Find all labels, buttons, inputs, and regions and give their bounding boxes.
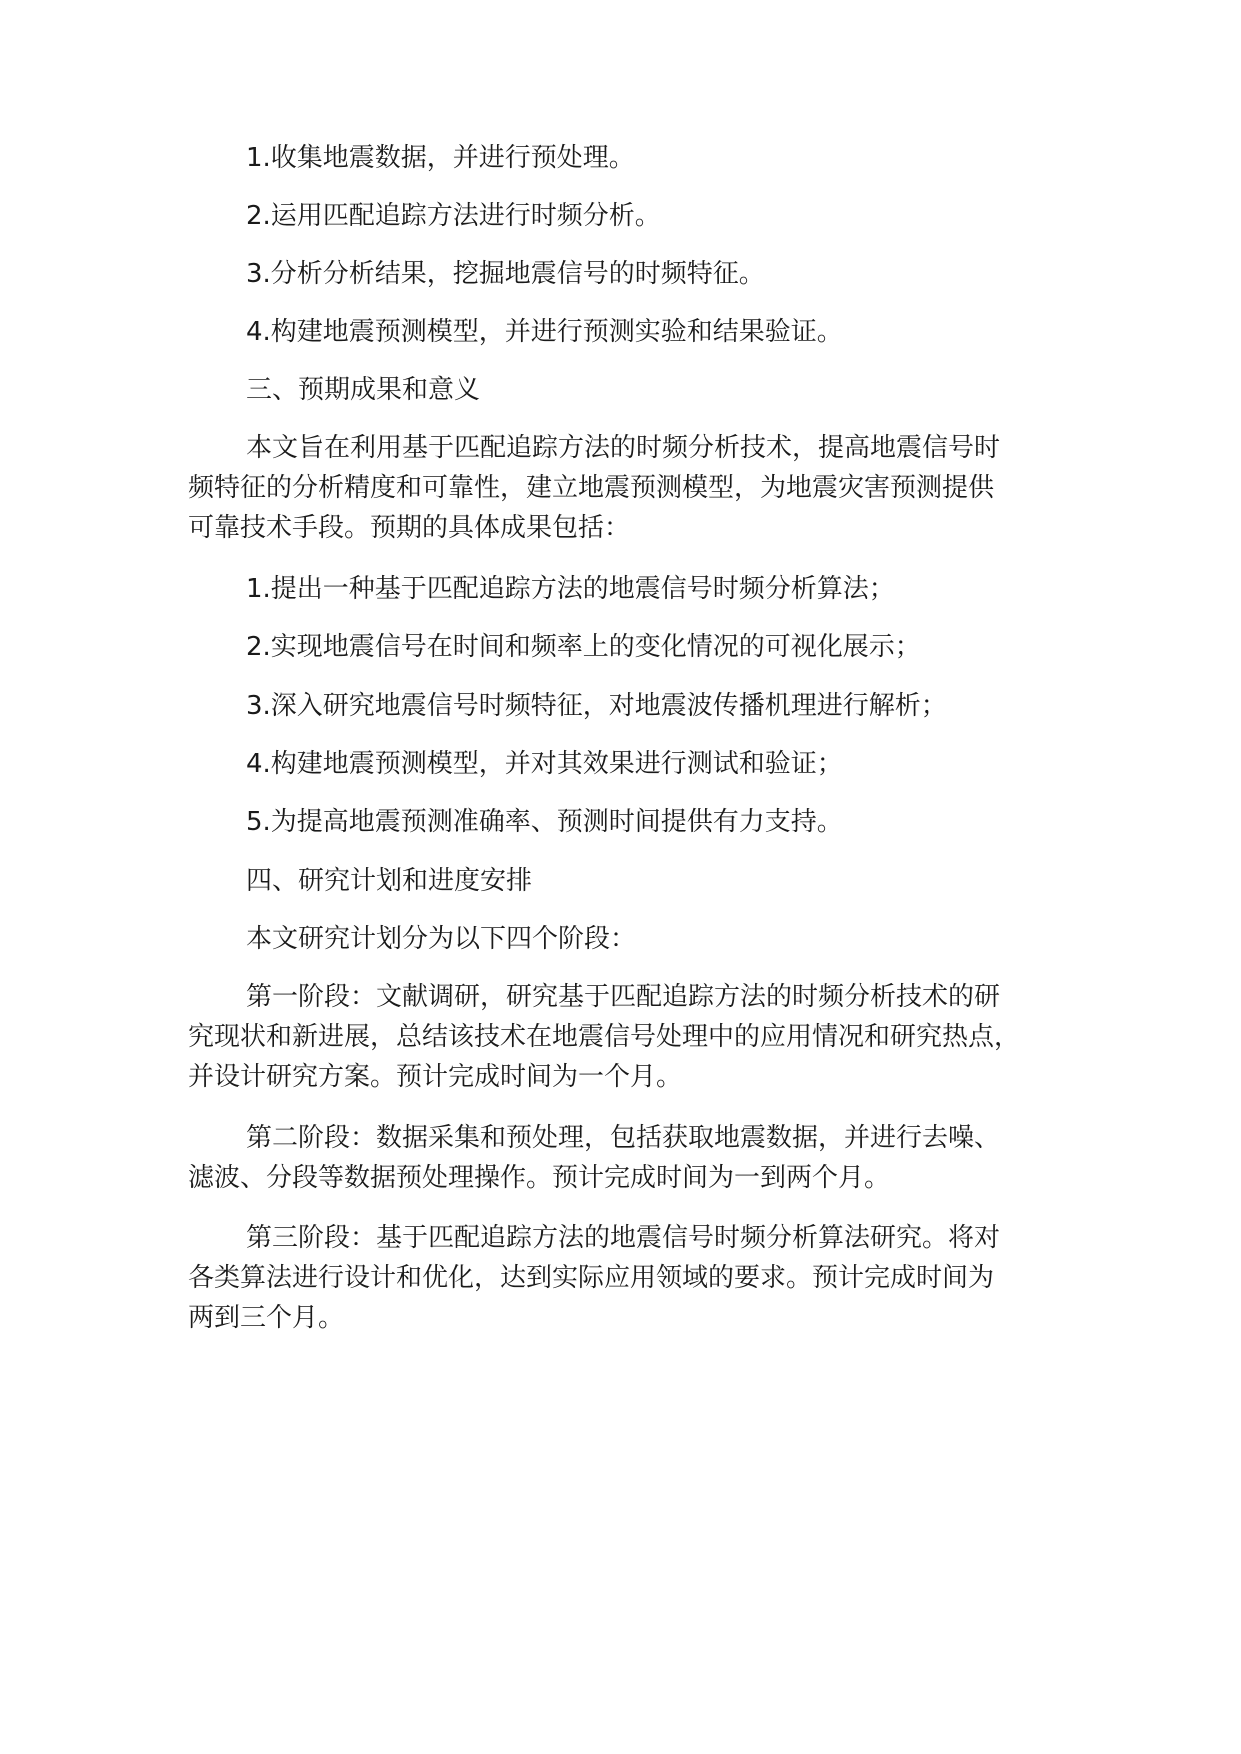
text-line: 可靠技术手段。预期的具体成果包括： bbox=[188, 513, 631, 543]
list-item bbox=[188, 312, 1088, 352]
text-line: 1.收集地震数据，并进行预处理。 bbox=[246, 143, 635, 173]
list-item bbox=[188, 254, 1088, 294]
text-line: 三、预期成果和意义 bbox=[246, 375, 481, 405]
list-item bbox=[188, 627, 1088, 667]
list-item bbox=[188, 569, 1088, 609]
text-line: 本文旨在利用基于匹配追踪方法的时频分析技术，提高地震信号时 bbox=[246, 433, 1001, 463]
text-line: 滤波、分段等数据预处理操作。预计完成时间为一到两个月。 bbox=[188, 1163, 891, 1193]
text-line: 5.为提高地震预测准确率、预测时间提供有力支持。 bbox=[246, 807, 843, 837]
text-line: 究现状和新进展，总结该技术在地震信号处理中的应用情况和研究热点， bbox=[188, 1022, 1021, 1052]
text-line: 四、研究计划和进度安排 bbox=[246, 866, 533, 896]
text-line: 频特征的分析精度和可靠性，建立地震预测模型，为地震灾害预测提供 bbox=[188, 473, 995, 503]
body-paragraph bbox=[188, 1218, 1088, 1338]
text-line: 1.提出一种基于匹配追踪方法的地震信号时频分析算法； bbox=[246, 574, 895, 604]
text-line: 4.构建地震预测模型，并进行预测实验和结果验证。 bbox=[246, 317, 843, 347]
list-item bbox=[188, 802, 1088, 842]
text-line: 两到三个月。 bbox=[188, 1303, 345, 1333]
text-line: 3.分析分析结果，挖掘地震信号的时频特征。 bbox=[246, 259, 765, 289]
text-line: 4.构建地震预测模型，并对其效果进行测试和验证； bbox=[246, 749, 843, 779]
text-line: 各类算法进行设计和优化，达到实际应用领域的要求。预计完成时间为 bbox=[188, 1263, 995, 1293]
text-line: 第二阶段：数据采集和预处理，包括获取地震数据，并进行去噪、 bbox=[246, 1123, 1001, 1153]
list-item bbox=[188, 686, 1088, 726]
body-paragraph bbox=[188, 428, 1088, 548]
text-line: 第三阶段：基于匹配追踪方法的地震信号时频分析算法研究。将对 bbox=[246, 1223, 1001, 1253]
text-line: 本文研究计划分为以下四个阶段： bbox=[246, 924, 637, 954]
text-line: 3.深入研究地震信号时频特征，对地震波传播机理进行解析； bbox=[246, 691, 947, 721]
list-item bbox=[188, 196, 1088, 236]
text-line: 2.运用匹配追踪方法进行时频分析。 bbox=[246, 201, 661, 231]
list-item bbox=[188, 138, 1088, 178]
body-paragraph bbox=[188, 977, 1088, 1097]
body-paragraph bbox=[188, 919, 1088, 959]
text-line: 第一阶段：文献调研，研究基于匹配追踪方法的时频分析技术的研 bbox=[246, 982, 1001, 1012]
text-line: 2.实现地震信号在时间和频率上的变化情况的可视化展示； bbox=[246, 632, 921, 662]
list-item bbox=[188, 744, 1088, 784]
body-paragraph bbox=[188, 1118, 1088, 1198]
section-heading bbox=[188, 861, 1088, 901]
section-heading bbox=[188, 370, 1088, 410]
text-line: 并设计研究方案。预计完成时间为一个月。 bbox=[188, 1062, 683, 1092]
